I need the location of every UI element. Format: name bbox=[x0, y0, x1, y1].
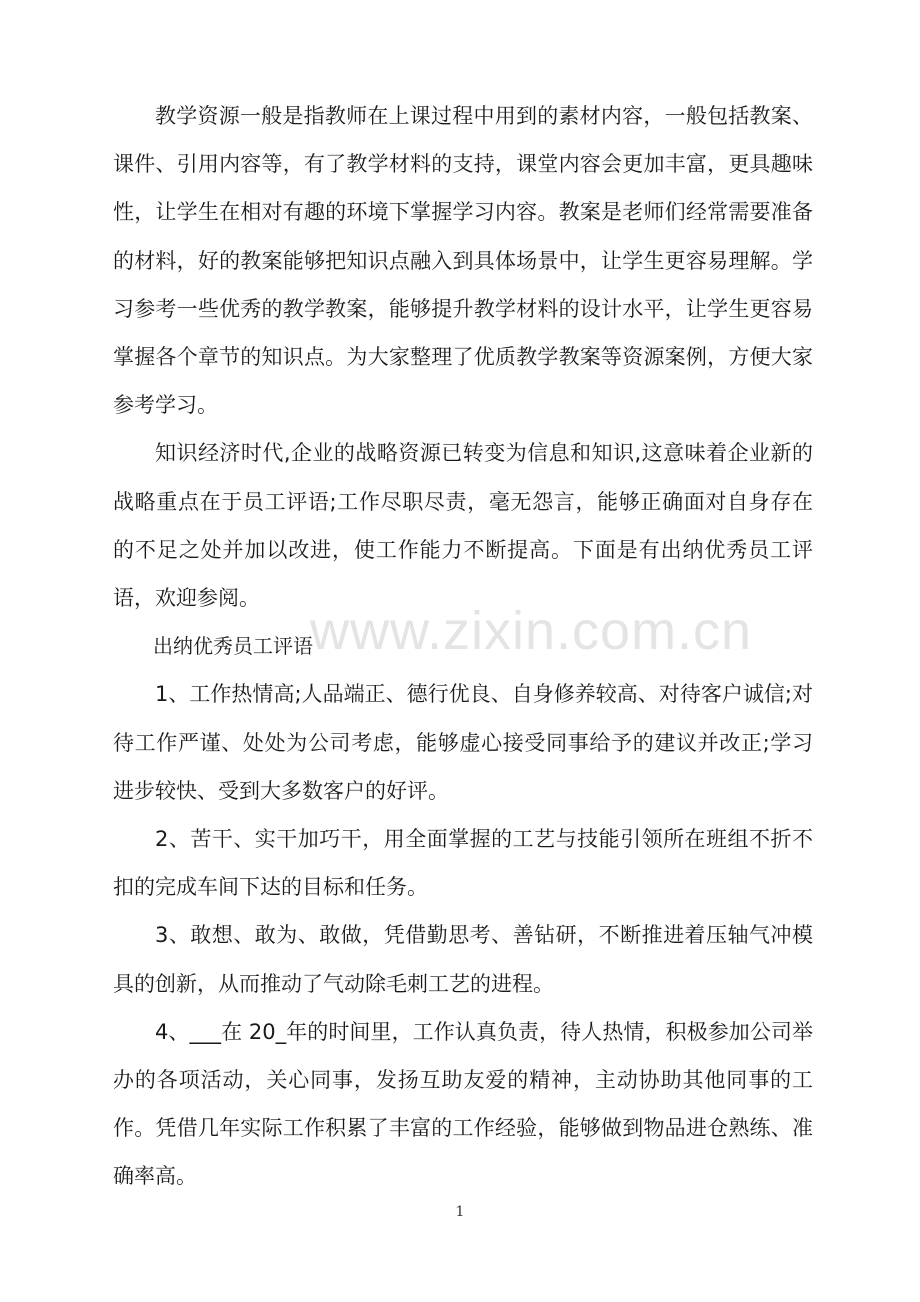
document-body bbox=[113, 92, 813, 1201]
list-item-3: 3、敢想、敢为、敢做，凭借勤思考、善钻研，不断推进着压轴气冲模具的创新，从而推动了气动除毛刺工艺的进程。 bbox=[113, 923, 813, 996]
list-item-4: 4、___在 20_年的时间里，工作认真负责，待人热情，积极参加公司举办的各项活动，关心同事，发扬互助友爱的精神，主动协助其他同事的工作。凭借几年实际工作积累了丰富的工作经验，能够做到物品进仓熟练、准确率高。 bbox=[113, 1019, 813, 1189]
watermark: www.zixin.com.cn bbox=[310, 601, 753, 661]
paragraph-knowledge-economy: 知识经济时代,企业的战略资源已转变为信息和知识,这意味着企业新的战略重点在于员工评语;工作尽职尽责，毫无怨言，能够正确面对自身存在的不足之处并加以改进，使工作能力不断提高。下面是有出纳优秀员工评语，欢迎参阅。 bbox=[113, 441, 813, 611]
paragraph-intro: 教学资源一般是指教师在上课过程中用到的素材内容，一般包括教案、课件、引用内容等，有了教学材料的支持，课堂内容会更加丰富，更具趣味性，让学生在相对有趣的环境下掌握学习内容。教案是老师们经常需要准备的材料，好的教案能够把知识点融入到具体场景中，让学生更容易理解。学习参考一些优秀的教学教案，能够提升教学材料的设计水平，让学生更容易掌握各个章节的知识点。为大家整理了优质教学教案等资源案例，方便大家参考学习。 bbox=[113, 104, 813, 418]
list-item-2: 2、苦干、实干加巧干，用全面掌握的工艺与技能引领所在班组不折不扣的完成车间下达的目标和任务。 bbox=[113, 827, 813, 900]
list-item-1: 1、工作热情高;人品端正、德行优良、自身修养较高、对待客户诚信;对待工作严谨、处处为公司考虑，能够虚心接受同事给予的建议并改正;学习进步较快、受到大多数客户的好评。 bbox=[113, 682, 813, 803]
section-heading: 出纳优秀员工评语 bbox=[153, 634, 313, 659]
page-number: 1 bbox=[455, 1204, 465, 1220]
